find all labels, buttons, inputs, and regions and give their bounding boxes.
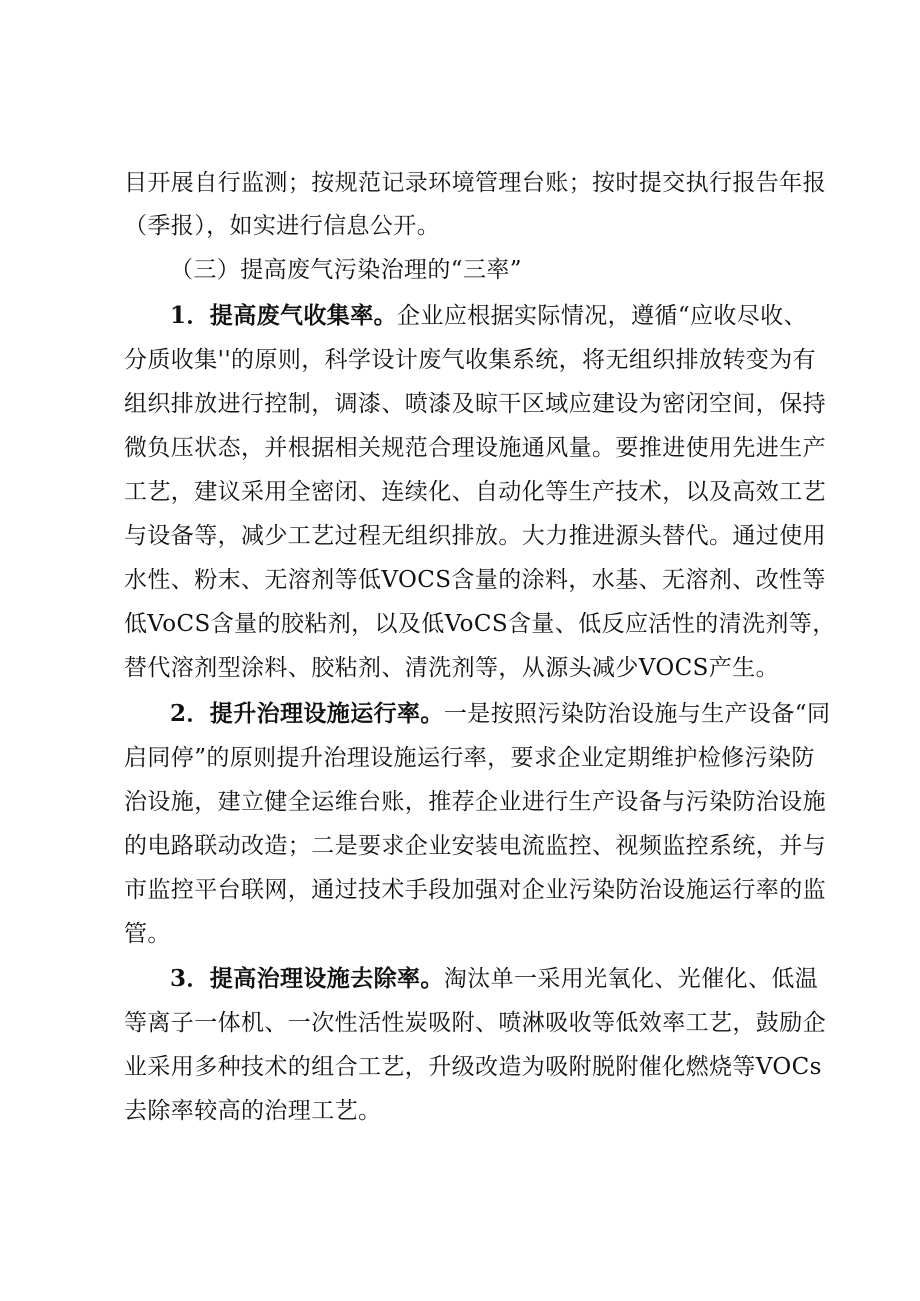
paragraph-line: （季报），如实进行信息公开。 [124, 213, 441, 239]
paragraph-line [170, 959, 819, 999]
section-title-removal-rate: 3．提高治理设施去除率。 [170, 965, 444, 992]
paragraph-line: 业采用多种技术的组合工艺，升级改造为吸附脱附催化燃烧等VOCs [124, 1054, 822, 1080]
paragraph-line: 目开展自行监测；按规范记录环境管理台账；按时提交执行报告年报 [124, 170, 826, 196]
paragraph-line: 市监控平台联网，通过技术手段加强对企业污染防治设施运行率的监 [124, 877, 826, 903]
paragraph-line: 工艺，建议采用全密闭、连续化、自动化等生产技术，以及高效工艺 [124, 479, 826, 505]
paragraph-line: 组织排放进行控制，调漆、喷漆及晾干区域应建设为密闭空间，保持 [124, 391, 826, 417]
paragraph-text: 淘汰单一采用光氧化、光催化、低温 [443, 966, 819, 992]
paragraph-line: 低VoCS含量的胶粘剂，以及低VoCS含量、低反应活性的清洗剂等， [124, 611, 836, 637]
paragraph-text: 一是按照污染防治设施与生产设备“同 [443, 701, 831, 727]
paragraph-line [170, 694, 831, 734]
paragraph-line: 分质收集''的原则，科学设计废气收集系统，将无组织排放转变为有 [124, 347, 817, 373]
paragraph-line: 的电路联动改造；二是要求企业安装电流监控、视频监控系统，并与 [124, 833, 826, 859]
paragraph-line: 替代溶剂型涂料、胶粘剂、清洗剂等，从源头减少VOCS产生。 [124, 655, 780, 681]
paragraph-line: 水性、粉末、无溶剂等低VOCS含量的涂料，水基、无溶剂、改性等 [124, 567, 826, 593]
paragraph-line: 治设施，建立健全运维台账，推荐企业进行生产设备与污染防治设施 [124, 789, 826, 815]
section-heading: （三）提高废气污染治理的“三率” [170, 257, 522, 283]
paragraph-line: 微负压状态，并根据相关规范合理设施通风量。要推进使用先进生产 [124, 435, 826, 461]
paragraph-line: 启同停”的原则提升治理设施运行率，要求企业定期维护检修污染防 [124, 745, 815, 771]
paragraph-line [170, 296, 806, 336]
paragraph-line: 等离子一体机、一次性活性炭吸附、喷淋吸收等低效率工艺，鼓励企 [124, 1010, 826, 1036]
section-title-collection-rate: 1．提高废气收集率。 [170, 302, 398, 329]
paragraph-text: 企业应根据实际情况，遵循“应收尽收、 [397, 303, 807, 329]
paragraph-line: 去除率较高的治理工艺。 [124, 1098, 382, 1124]
paragraph-line: 与设备等，减少工艺过程无组织排放。大力推进源头替代。通过使用 [124, 523, 826, 549]
section-title-operation-rate: 2．提升治理设施运行率。 [170, 700, 444, 727]
paragraph-line: 管。 [124, 921, 171, 947]
